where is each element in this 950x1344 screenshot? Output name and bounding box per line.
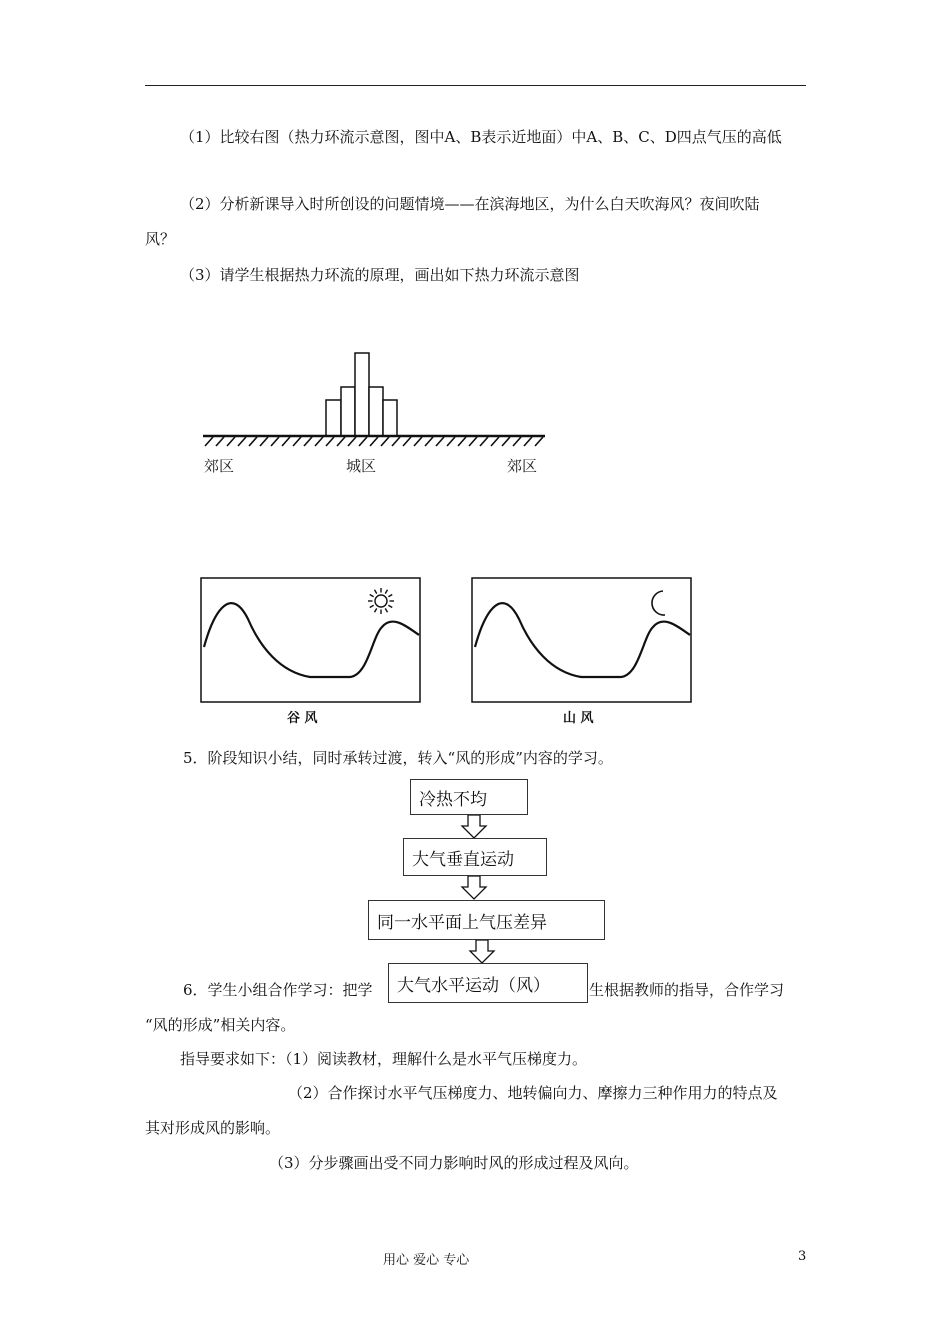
section-6-line-1-left: 6．学生小组合作学习：把学 (183, 981, 373, 999)
building (369, 387, 383, 436)
flow-step-pressure-difference: 同一水平面上气压差异 (368, 900, 605, 940)
page-number: 3 (798, 1249, 807, 1264)
diagram-frame (201, 578, 420, 702)
left-suburb-label: 郊区 (204, 457, 235, 475)
building (341, 387, 355, 436)
question-3: （3）请学生根据热力环流的原理，画出如下热力环流示意图 (180, 266, 580, 284)
section-6-line-1-right: 生根据教师的指导，合作学习 (589, 981, 785, 999)
mountain-wind-caption: 山 风 (563, 711, 594, 726)
down-arrow-icon (460, 876, 488, 900)
flow-step-uneven-heating: 冷热不均 (410, 779, 528, 815)
city-suburb-diagram (195, 345, 555, 450)
section-6-line-2: “风的形成”相关内容。 (145, 1016, 296, 1034)
guidance-requirements: 指导要求如下：（1）阅读教材，理解什么是水平气压梯度力。 (180, 1050, 588, 1068)
footer-motto: 用心 爱心 专心 (383, 1253, 470, 1268)
valley-wind-diagram (200, 577, 422, 704)
question-2-line-2: 风？ (145, 230, 176, 248)
city-label: 城区 (346, 457, 377, 475)
guidance-item-2-line-1: （2）合作探讨水平气压梯度力、地转偏向力、摩擦力三种作用力的特点及 (288, 1084, 778, 1102)
valley-wind-caption: 谷 风 (287, 711, 318, 726)
building (355, 353, 369, 436)
guidance-item-3: （3）分步骤画出受不同力影响时风的形成过程及风向。 (269, 1154, 639, 1172)
mountain-wind-diagram (471, 577, 693, 704)
down-arrow-icon (460, 815, 488, 839)
diagram-frame (472, 578, 691, 702)
right-suburb-label: 郊区 (507, 457, 538, 475)
header-rule (145, 85, 806, 86)
building (326, 400, 341, 436)
flow-step-vertical-motion: 大气垂直运动 (403, 838, 547, 876)
building (383, 400, 397, 436)
city-buildings (326, 353, 397, 436)
ground-hatching (205, 437, 543, 446)
section-5: 5．阶段知识小结，同时承转过渡，转入“风的形成”内容的学习。 (183, 749, 613, 767)
question-2-line-1: （2）分析新课导入时所创设的问题情境——在滨海地区，为什么白天吹海风？夜间吹陆 (180, 195, 760, 213)
flow-step-horizontal-motion: 大气水平运动（风） (388, 963, 588, 1003)
question-1: （1）比较右图（热力环流示意图，图中A、B表示近地面）中A、B、C、D四点气压的高低 (180, 128, 782, 146)
down-arrow-icon (468, 940, 496, 964)
guidance-item-2-line-2: 其对形成风的影响。 (145, 1119, 281, 1137)
